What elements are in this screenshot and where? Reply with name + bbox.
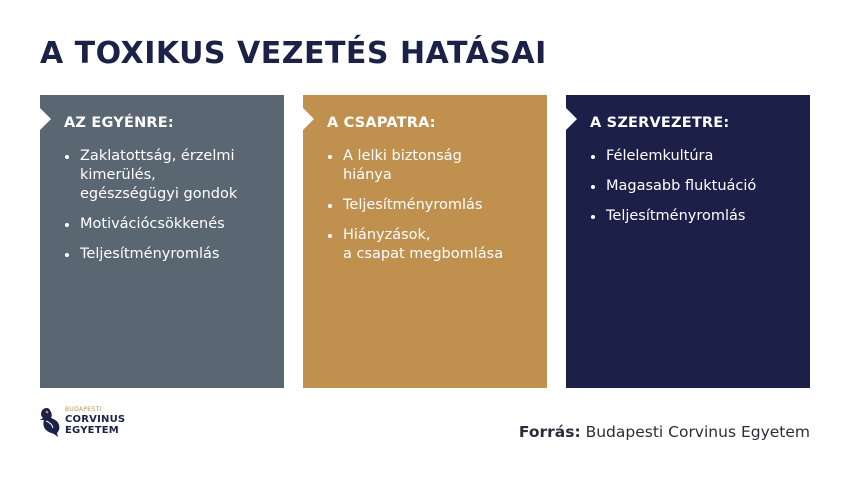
card-notch xyxy=(303,108,314,130)
bullet-icon xyxy=(591,215,595,219)
card-heading: AZ EGYÉNRE: xyxy=(64,115,174,131)
list-item: Teljesítményromlás xyxy=(327,196,541,215)
logo-line-1: BUDAPESTI xyxy=(65,406,102,413)
list-item: A lelki biztonság hiánya xyxy=(327,147,541,185)
bullet-icon xyxy=(328,155,332,159)
logo-line-2: CORVINUS xyxy=(65,414,126,425)
bullet-icon xyxy=(591,185,595,189)
card-team xyxy=(303,95,547,388)
bullet-icon xyxy=(328,234,332,238)
card-notch xyxy=(566,108,577,130)
card-heading: A CSAPATRA: xyxy=(327,115,436,131)
raven-icon xyxy=(38,406,62,438)
card-individual xyxy=(40,95,284,388)
list-item: Teljesítményromlás xyxy=(590,207,804,226)
list-item: Hiányzások, a csapat megbomlása xyxy=(327,226,541,264)
logo-line-3: EGYETEM xyxy=(65,425,119,436)
bullet-icon xyxy=(65,223,69,227)
card-list xyxy=(64,147,278,275)
bullet-icon xyxy=(65,155,69,159)
list-item: Félelemkultúra xyxy=(590,147,804,166)
card-list xyxy=(590,147,804,237)
card-list xyxy=(327,147,541,275)
corvinus-logo xyxy=(38,406,126,438)
bullet-icon xyxy=(65,253,69,257)
list-item: Motivációcsökkenés xyxy=(64,215,278,234)
list-item: Zaklatottság, érzelmi kimerülés, egészségügyi gondok xyxy=(64,147,278,204)
source-note xyxy=(519,423,810,441)
card-notch xyxy=(40,108,51,130)
list-item: Teljesítményromlás xyxy=(64,245,278,264)
bullet-icon xyxy=(328,204,332,208)
bullet-icon xyxy=(591,155,595,159)
card-heading: A SZERVEZETRE: xyxy=(590,115,730,131)
source-text: Budapesti Corvinus Egyetem xyxy=(585,423,810,441)
source-label: Forrás: xyxy=(518,423,581,441)
list-item: Magasabb fluktuáció xyxy=(590,177,804,196)
card-organization xyxy=(566,95,810,388)
page-title: A TOXIKUS VEZETÉS HATÁSAI xyxy=(40,36,547,71)
